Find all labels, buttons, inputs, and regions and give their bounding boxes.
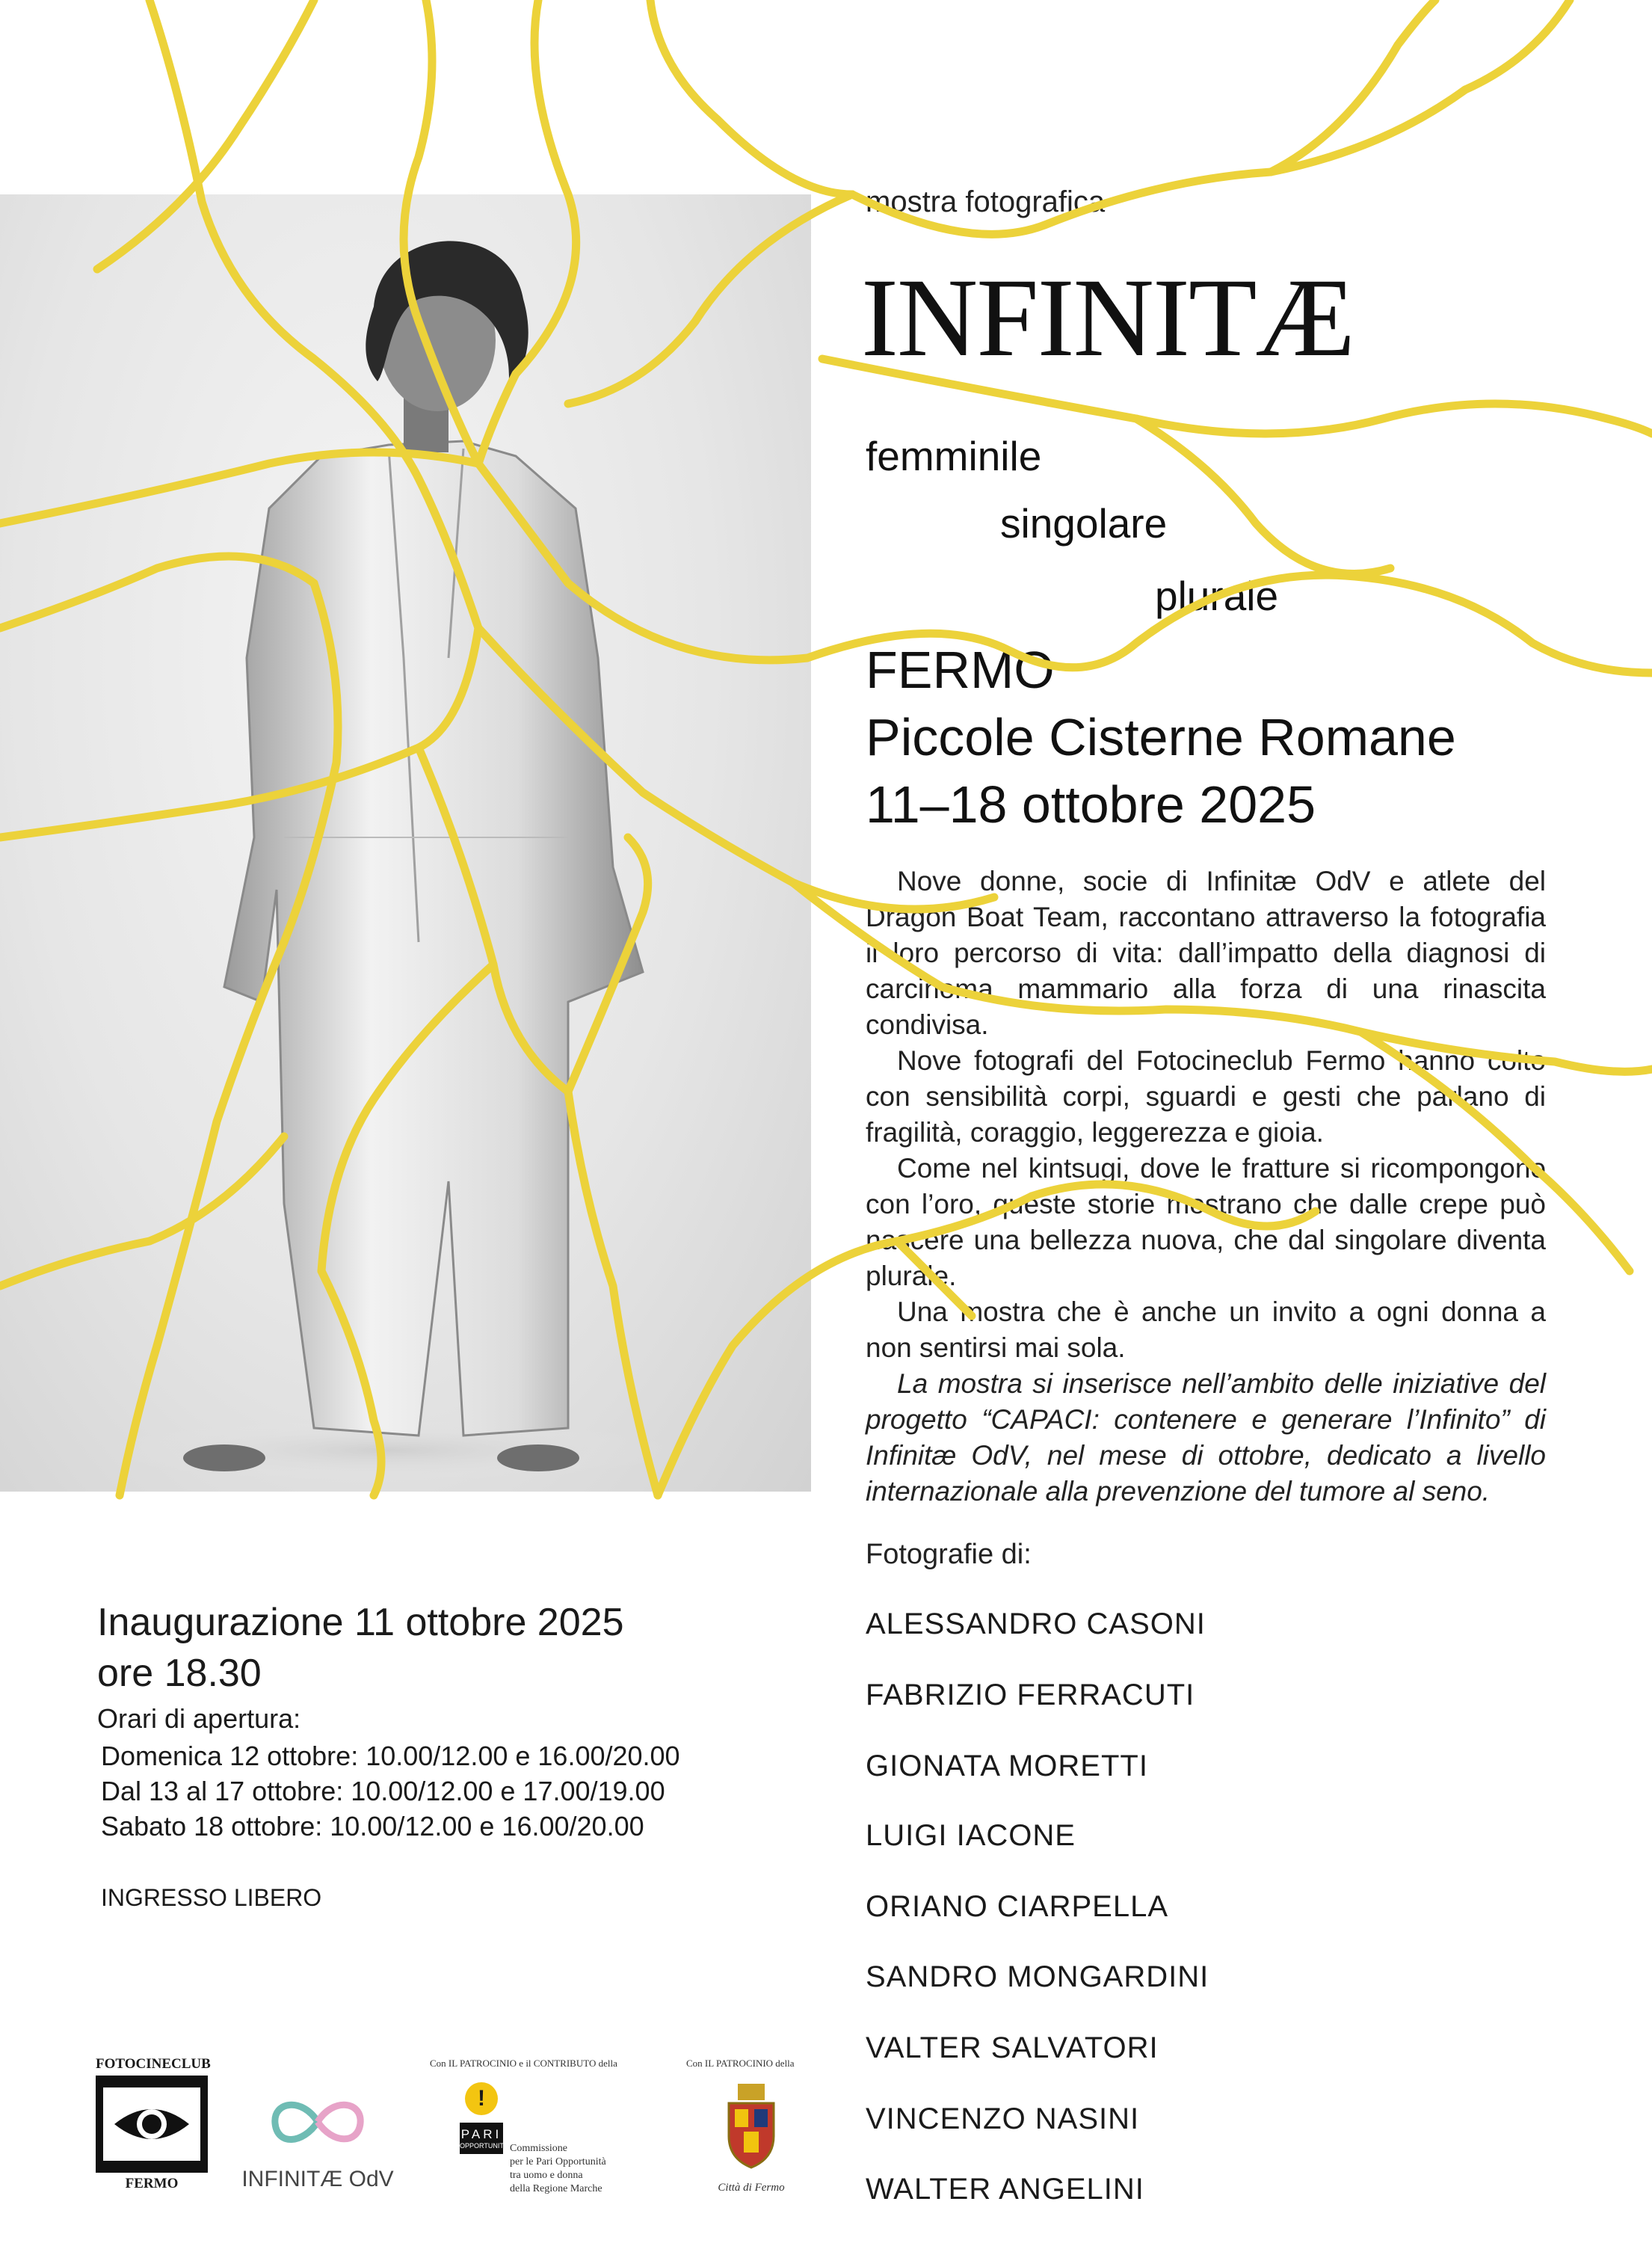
hours-label: Orari di apertura: <box>97 1703 301 1734</box>
patrocinio-contributo-caption: Con IL PATROCINIO e il CONTRIBUTO della <box>430 2058 617 2069</box>
photographer-name: FABRIZIO FERRACUTI <box>866 1679 1195 1711</box>
pari-opportunita-logo <box>460 2082 508 2194</box>
fotocineclub-logo <box>96 2056 211 2198</box>
city-name: FERMO <box>866 641 1055 699</box>
patrocinio-caption: Con IL PATROCINIO della <box>686 2058 795 2069</box>
hero-photo <box>0 194 811 1492</box>
commissione-line: della Regione Marche <box>510 2183 602 2194</box>
pari-label: PARI <box>460 2127 502 2141</box>
commissione-line: per le Pari Opportunità <box>510 2156 606 2167</box>
infinitae-label: INFINITÆ OdV <box>241 2167 394 2191</box>
woman-figure-illustration <box>0 194 811 1492</box>
venue-name: Piccole Cisterne Romane <box>866 708 1456 766</box>
opportunita-label: OPPORTUNITÀ <box>460 2142 508 2150</box>
hours-line: Domenica 12 ottobre: 10.00/12.00 e 16.00/20.00 <box>101 1741 680 1771</box>
inauguration-date: Inaugurazione 11 ottobre 2025 <box>97 1601 624 1644</box>
coat-of-arms-icon <box>721 2082 781 2172</box>
photographer-name: GIONATA MORETTI <box>866 1750 1148 1782</box>
citta-di-fermo-logo <box>710 2082 792 2209</box>
admission-text: INGRESSO LIBERO <box>101 1884 322 1911</box>
film-strip <box>96 2076 208 2173</box>
subtitle-singolare: singolare <box>1000 500 1168 547</box>
photographer-name: LUIGI IACONE <box>866 1819 1076 1852</box>
description-text <box>866 864 1546 1510</box>
photographer-name: VINCENZO NASINI <box>866 2102 1140 2135</box>
description-paragraph: Una mostra che è anche un invito a ogni donna a non sentirsi mai sola. <box>866 1296 1546 1363</box>
fotocineclub-city: FERMO <box>125 2176 179 2191</box>
exclamation-icon: ! <box>465 2082 498 2115</box>
exhibition-title: INFINITÆ <box>861 256 1354 380</box>
description-paragraph: Nove donne, socie di Infinitæ OdV e atlete del Dragon Boat Team, raccontano attraverso la fotografia il loro percorso di vita: dall’impatto della diagnosi di carcinoma mammario alla forza di una rinascita condivisa. <box>866 866 1546 1040</box>
photographer-name: ALESSANDRO CASONI <box>866 1607 1206 1640</box>
commissione-caption <box>510 2142 606 2196</box>
photographers-heading: Fotografie di: <box>866 1539 1032 1570</box>
subtitle-plurale: plurale <box>1155 573 1279 619</box>
exhibition-dates: 11–18 ottobre 2025 <box>866 775 1316 834</box>
subtitle-femminile: femminile <box>866 433 1042 479</box>
commissione-line: Commissione <box>510 2143 568 2154</box>
hours-line: Sabato 18 ottobre: 10.00/12.00 e 16.00/20.00 <box>101 1811 644 1842</box>
inauguration-time: ore 18.30 <box>97 1652 262 1695</box>
infinity-icon <box>262 2086 374 2157</box>
photographer-name: ORIANO CIARPELLA <box>866 1890 1169 1923</box>
photographer-name: WALTER ANGELINI <box>866 2173 1144 2206</box>
description-paragraph: Nove fotografi del Fotocineclub Fermo hanno colto con sensibilità corpi, sguardi e gesti che parlano di fragilità, coraggio, leggerezza e gioia. <box>866 1045 1546 1148</box>
commissione-line: tra uomo e donna <box>510 2170 583 2181</box>
infinitae-logo <box>228 2086 407 2206</box>
description-paragraph: Come nel kintsugi, dove le fratture si ricompongono con l’oro, queste storie mostrano che dalle crepe può nascere una bellezza nuova, che dal singolare diventa plurale. <box>866 1153 1546 1291</box>
hours-line: Dal 13 al 17 ottobre: 10.00/12.00 e 17.00/19.00 <box>101 1776 665 1806</box>
citta-label: Città di Fermo <box>718 2182 785 2194</box>
description-paragraph-italic: La mostra si inserisce nell’ambito delle iniziative del progetto “CAPACI: contenere e generare l’Infinito” di Infinitæ OdV, nel mese di ottobre, dedicato a livello internazionale alla prevenzione del tumore al seno. <box>866 1368 1546 1507</box>
photographer-name: SANDRO MONGARDINI <box>866 1960 1209 1993</box>
photographer-name: VALTER SALVATORI <box>866 2031 1159 2064</box>
eye-icon <box>111 2098 193 2150</box>
kicker-text: mostra fotografica <box>866 185 1106 218</box>
fotocineclub-label: FOTOCINECLUB <box>96 2056 211 2072</box>
